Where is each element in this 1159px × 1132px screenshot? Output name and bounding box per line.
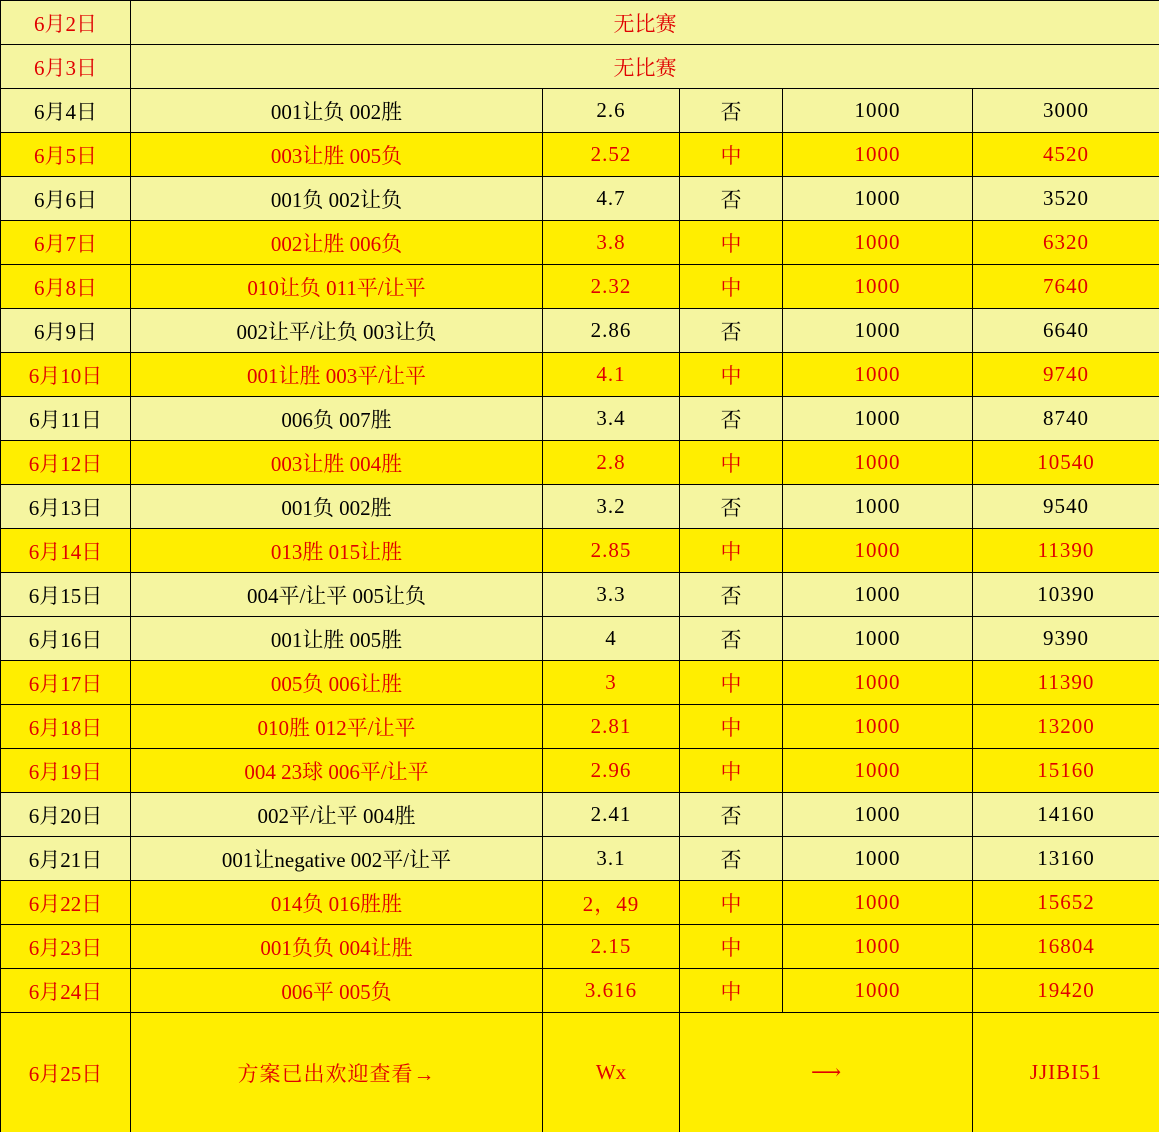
cell-pick: 006平 005负 <box>131 969 543 1013</box>
cell-stake: 1000 <box>783 485 973 529</box>
cell-footer-date: 6月25日 <box>1 1013 131 1132</box>
cell-odds: 3.4 <box>543 397 680 441</box>
table-row <box>1 837 1159 881</box>
cell-hit: 中 <box>680 221 783 265</box>
table-row <box>1 529 1159 573</box>
cell-hit: 中 <box>680 441 783 485</box>
cell-stake: 1000 <box>783 925 973 969</box>
cell-hit: 中 <box>680 705 783 749</box>
cell-pick: 001负 002让负 <box>131 177 543 221</box>
cell-stake: 1000 <box>783 881 973 925</box>
cell-pick: 001负 002胜 <box>131 485 543 529</box>
cell-stake: 1000 <box>783 749 973 793</box>
table-row <box>1 1 1159 45</box>
cell-date: 6月3日 <box>1 45 131 89</box>
cell-hit: 否 <box>680 837 783 881</box>
cell-profit: 9540 <box>973 485 1159 529</box>
cell-pick: 001让胜 003平/让平 <box>131 353 543 397</box>
cell-profit: 8740 <box>973 397 1159 441</box>
cell-odds: 2.81 <box>543 705 680 749</box>
cell-odds: 2.85 <box>543 529 680 573</box>
cell-odds: 2.86 <box>543 309 680 353</box>
cell-odds: 3.8 <box>543 221 680 265</box>
cell-profit: 3000 <box>973 89 1159 133</box>
cell-odds: 2.41 <box>543 793 680 837</box>
cell-hit: 中 <box>680 925 783 969</box>
cell-odds: 3.1 <box>543 837 680 881</box>
cell-hit: 中 <box>680 969 783 1013</box>
cell-odds: 4 <box>543 617 680 661</box>
cell-pick: 001负负 004让胜 <box>131 925 543 969</box>
cell-no-match: 无比赛 <box>131 45 1159 89</box>
cell-hit: 中 <box>680 661 783 705</box>
cell-pick: 002平/让平 004胜 <box>131 793 543 837</box>
table-row <box>1 89 1159 133</box>
cell-stake: 1000 <box>783 573 973 617</box>
cell-pick: 002让平/让负 003让负 <box>131 309 543 353</box>
table-row <box>1 133 1159 177</box>
cell-date: 6月7日 <box>1 221 131 265</box>
cell-profit: 19420 <box>973 969 1159 1013</box>
cell-stake: 1000 <box>783 617 973 661</box>
cell-stake: 1000 <box>783 969 973 1013</box>
cell-hit: 否 <box>680 793 783 837</box>
cell-profit: 13160 <box>973 837 1159 881</box>
cell-profit: 14160 <box>973 793 1159 837</box>
cell-stake: 1000 <box>783 265 973 309</box>
table-row <box>1 177 1159 221</box>
cell-stake: 1000 <box>783 89 973 133</box>
cell-date: 6月9日 <box>1 309 131 353</box>
cell-date: 6月19日 <box>1 749 131 793</box>
cell-odds: 2.8 <box>543 441 680 485</box>
cell-pick: 001让负 002胜 <box>131 89 543 133</box>
table-row <box>1 485 1159 529</box>
cell-odds: 2.15 <box>543 925 680 969</box>
cell-pick: 003让胜 005负 <box>131 133 543 177</box>
cell-date: 6月17日 <box>1 661 131 705</box>
cell-date: 6月21日 <box>1 837 131 881</box>
cell-stake: 1000 <box>783 221 973 265</box>
cell-date: 6月10日 <box>1 353 131 397</box>
cell-profit: 15160 <box>973 749 1159 793</box>
cell-profit: 15652 <box>973 881 1159 925</box>
cell-pick: 013胜 015让胜 <box>131 529 543 573</box>
cell-stake: 1000 <box>783 705 973 749</box>
cell-stake: 1000 <box>783 837 973 881</box>
cell-profit: 9740 <box>973 353 1159 397</box>
cell-date: 6月20日 <box>1 793 131 837</box>
cell-profit: 16804 <box>973 925 1159 969</box>
table-row <box>1 441 1159 485</box>
cell-date: 6月11日 <box>1 397 131 441</box>
cell-profit: 3520 <box>973 177 1159 221</box>
table-row <box>1 793 1159 837</box>
cell-profit: 9390 <box>973 617 1159 661</box>
cell-hit: 否 <box>680 573 783 617</box>
cell-stake: 1000 <box>783 353 973 397</box>
cell-profit: 10540 <box>973 441 1159 485</box>
table-row <box>1 925 1159 969</box>
cell-date: 6月12日 <box>1 441 131 485</box>
cell-profit: 13200 <box>973 705 1159 749</box>
arrow-right-icon: ⟶ <box>680 1013 973 1132</box>
cell-odds: 3.616 <box>543 969 680 1013</box>
cell-footer-wx-label: Wx <box>543 1013 680 1132</box>
cell-date: 6月13日 <box>1 485 131 529</box>
cell-hit: 中 <box>680 881 783 925</box>
cell-stake: 1000 <box>783 177 973 221</box>
table-row <box>1 221 1159 265</box>
cell-pick: 001让胜 005胜 <box>131 617 543 661</box>
cell-pick: 004 23球 006平/让平 <box>131 749 543 793</box>
cell-pick: 003让胜 004胜 <box>131 441 543 485</box>
cell-footer-slogan: 方案已出欢迎查看→ <box>131 1013 543 1132</box>
table-row <box>1 397 1159 441</box>
cell-stake: 1000 <box>783 793 973 837</box>
cell-pick: 002让胜 006负 <box>131 221 543 265</box>
cell-date: 6月2日 <box>1 1 131 45</box>
cell-date: 6月6日 <box>1 177 131 221</box>
cell-profit: 11390 <box>973 529 1159 573</box>
cell-stake: 1000 <box>783 529 973 573</box>
table-row <box>1 45 1159 89</box>
cell-date: 6月22日 <box>1 881 131 925</box>
cell-footer-wx-id: JJIBI51 <box>973 1013 1159 1132</box>
cell-date: 6月18日 <box>1 705 131 749</box>
footer-row <box>1 1013 1159 1132</box>
cell-hit: 中 <box>680 353 783 397</box>
table-body <box>1 1 1159 1132</box>
cell-date: 6月15日 <box>1 573 131 617</box>
table-row <box>1 969 1159 1013</box>
cell-hit: 中 <box>680 529 783 573</box>
cell-pick: 004平/让平 005让负 <box>131 573 543 617</box>
cell-profit: 7640 <box>973 265 1159 309</box>
cell-pick: 010胜 012平/让平 <box>131 705 543 749</box>
cell-profit: 11390 <box>973 661 1159 705</box>
cell-odds: 3.3 <box>543 573 680 617</box>
cell-stake: 1000 <box>783 309 973 353</box>
cell-profit: 6320 <box>973 221 1159 265</box>
table-row <box>1 705 1159 749</box>
table-row <box>1 353 1159 397</box>
cell-hit: 否 <box>680 309 783 353</box>
cell-odds: 2，49 <box>543 881 680 925</box>
cell-hit: 否 <box>680 177 783 221</box>
table-row <box>1 661 1159 705</box>
cell-date: 6月8日 <box>1 265 131 309</box>
cell-profit: 4520 <box>973 133 1159 177</box>
cell-pick: 005负 006让胜 <box>131 661 543 705</box>
cell-date: 6月14日 <box>1 529 131 573</box>
cell-hit: 否 <box>680 617 783 661</box>
cell-profit: 10390 <box>973 573 1159 617</box>
cell-odds: 2.32 <box>543 265 680 309</box>
cell-stake: 1000 <box>783 661 973 705</box>
cell-no-match: 无比赛 <box>131 1 1159 45</box>
cell-date: 6月24日 <box>1 969 131 1013</box>
cell-odds: 4.1 <box>543 353 680 397</box>
cell-profit: 6640 <box>973 309 1159 353</box>
cell-stake: 1000 <box>783 133 973 177</box>
cell-stake: 1000 <box>783 441 973 485</box>
cell-pick: 001让negative 002平/让平 <box>131 837 543 881</box>
table-row <box>1 265 1159 309</box>
cell-date: 6月16日 <box>1 617 131 661</box>
cell-pick: 014负 016胜胜 <box>131 881 543 925</box>
table-row <box>1 617 1159 661</box>
cell-date: 6月23日 <box>1 925 131 969</box>
cell-odds: 3.2 <box>543 485 680 529</box>
cell-odds: 2.6 <box>543 89 680 133</box>
cell-hit: 中 <box>680 265 783 309</box>
cell-hit: 否 <box>680 485 783 529</box>
cell-odds: 4.7 <box>543 177 680 221</box>
cell-hit: 中 <box>680 749 783 793</box>
cell-odds: 2.96 <box>543 749 680 793</box>
cell-date: 6月5日 <box>1 133 131 177</box>
cell-pick: 006负 007胜 <box>131 397 543 441</box>
cell-hit: 中 <box>680 133 783 177</box>
table-row <box>1 309 1159 353</box>
table-row <box>1 573 1159 617</box>
table-row <box>1 881 1159 925</box>
cell-odds: 3 <box>543 661 680 705</box>
cell-odds: 2.52 <box>543 133 680 177</box>
cell-stake: 1000 <box>783 397 973 441</box>
table-row <box>1 749 1159 793</box>
cell-pick: 010让负 011平/让平 <box>131 265 543 309</box>
cell-date: 6月4日 <box>1 89 131 133</box>
cell-hit: 否 <box>680 89 783 133</box>
cell-hit: 否 <box>680 397 783 441</box>
